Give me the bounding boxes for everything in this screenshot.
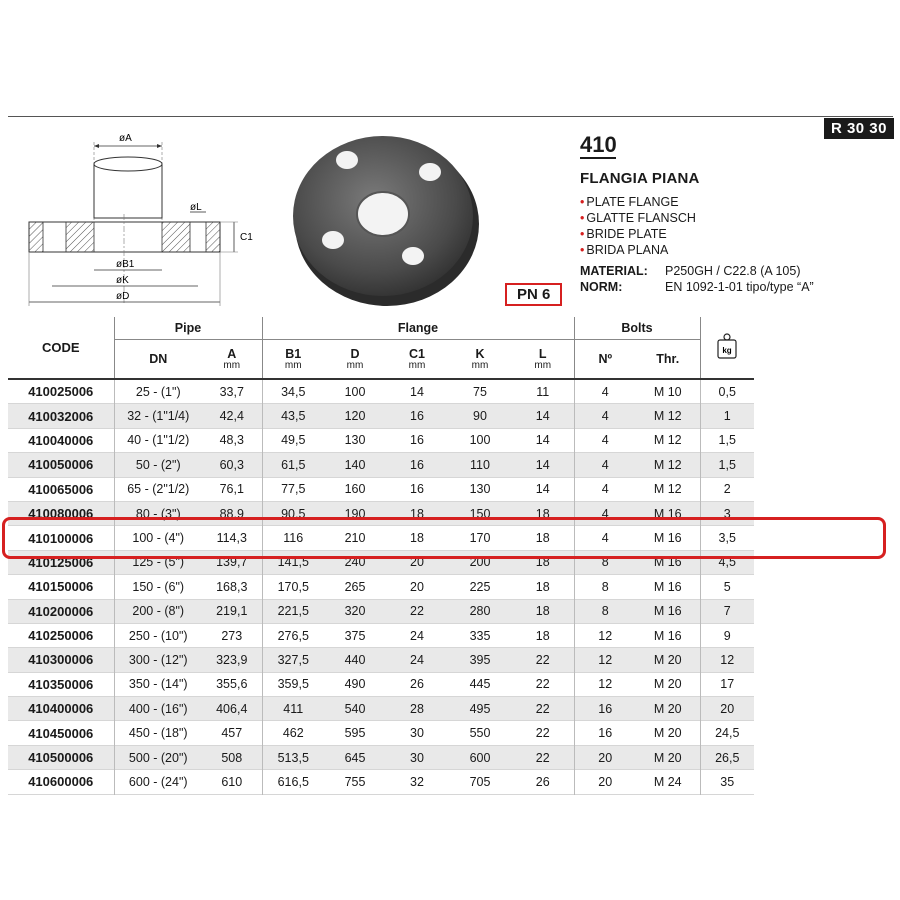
table-cell: 60,3 bbox=[202, 453, 262, 477]
table-cell: 323,9 bbox=[202, 648, 262, 672]
table-cell: 355,6 bbox=[202, 672, 262, 696]
table-cell: 20 bbox=[574, 745, 636, 769]
table-cell: 595 bbox=[324, 721, 386, 745]
weight-kg-icon bbox=[716, 332, 738, 360]
column-header-bolt-number: Nº bbox=[574, 340, 636, 380]
column-header-k: K mm bbox=[448, 340, 512, 380]
table-cell: M 16 bbox=[636, 550, 700, 574]
table-cell: 400 - (16") bbox=[114, 697, 202, 721]
table-cell: 276,5 bbox=[262, 623, 324, 647]
product-code-underline bbox=[580, 157, 616, 159]
label-l: øL bbox=[190, 202, 202, 213]
table-cell: 4 bbox=[574, 453, 636, 477]
table-cell: 100 - (4") bbox=[114, 526, 202, 550]
table-cell: M 20 bbox=[636, 672, 700, 696]
product-name-item: • BRIDE PLATE bbox=[580, 227, 667, 241]
group-header-bolts: Bolts bbox=[574, 317, 700, 340]
table-cell: 18 bbox=[386, 501, 448, 525]
table-cell: 150 - (6") bbox=[114, 575, 202, 599]
flange-product-image bbox=[285, 128, 485, 308]
table-cell: 22 bbox=[512, 648, 574, 672]
table-cell: 42,4 bbox=[202, 404, 262, 428]
table-cell: 22 bbox=[512, 697, 574, 721]
table-cell: 14 bbox=[512, 453, 574, 477]
table-cell: 280 bbox=[448, 599, 512, 623]
table-cell: 240 bbox=[324, 550, 386, 574]
product-names-list bbox=[580, 194, 696, 258]
table-row bbox=[8, 648, 754, 672]
table-cell: 116 bbox=[262, 526, 324, 550]
table-cell: 35 bbox=[700, 770, 754, 794]
table-cell: 0,5 bbox=[700, 379, 754, 404]
table-cell: 18 bbox=[386, 526, 448, 550]
product-name-item: • PLATE FLANGE bbox=[580, 195, 679, 209]
table-cell: 24 bbox=[386, 648, 448, 672]
table-cell: 5 bbox=[700, 575, 754, 599]
table-cell: 16 bbox=[386, 404, 448, 428]
table-row bbox=[8, 623, 754, 647]
table-cell: 300 - (12") bbox=[114, 648, 202, 672]
header-rule bbox=[8, 116, 893, 117]
table-cell: M 16 bbox=[636, 575, 700, 599]
row-code-cell: 410600006 bbox=[8, 770, 114, 794]
table-cell: 24 bbox=[386, 623, 448, 647]
product-specs bbox=[580, 263, 814, 295]
table-cell: M 24 bbox=[636, 770, 700, 794]
table-cell: 120 bbox=[324, 404, 386, 428]
table-cell: 540 bbox=[324, 697, 386, 721]
table-cell: 24,5 bbox=[700, 721, 754, 745]
table-cell: 4 bbox=[574, 501, 636, 525]
table-cell: 359,5 bbox=[262, 672, 324, 696]
table-cell: 513,5 bbox=[262, 745, 324, 769]
table-cell: 26 bbox=[512, 770, 574, 794]
row-code-cell: 410200006 bbox=[8, 599, 114, 623]
table-cell: 20 bbox=[700, 697, 754, 721]
table-cell: 25 - (1") bbox=[114, 379, 202, 404]
table-cell: 495 bbox=[448, 697, 512, 721]
table-cell: 18 bbox=[512, 575, 574, 599]
column-header-l: L mm bbox=[512, 340, 574, 380]
table-cell: 12 bbox=[574, 648, 636, 672]
table-cell: 170,5 bbox=[262, 575, 324, 599]
table-cell: M 20 bbox=[636, 697, 700, 721]
table-row bbox=[8, 721, 754, 745]
row-code-cell: 410025006 bbox=[8, 379, 114, 404]
row-code-cell: 410500006 bbox=[8, 745, 114, 769]
table-cell: 168,3 bbox=[202, 575, 262, 599]
table-cell: 8 bbox=[574, 599, 636, 623]
table-cell: 88,9 bbox=[202, 501, 262, 525]
column-header-b1: B1 mm bbox=[262, 340, 324, 380]
table-cell: 141,5 bbox=[262, 550, 324, 574]
table-cell: 375 bbox=[324, 623, 386, 647]
table-row bbox=[8, 477, 754, 501]
table-cell: 8 bbox=[574, 575, 636, 599]
table-cell: 600 bbox=[448, 745, 512, 769]
column-header-code: CODE bbox=[8, 317, 114, 379]
table-cell: 170 bbox=[448, 526, 512, 550]
table-cell: 12 bbox=[574, 672, 636, 696]
product-name-italian: FLANGIA PIANA bbox=[580, 170, 700, 187]
table-cell: 110 bbox=[448, 453, 512, 477]
table-cell: 90 bbox=[448, 404, 512, 428]
table-cell: 4 bbox=[574, 526, 636, 550]
product-name-item: • BRIDA PLANA bbox=[580, 243, 669, 257]
table-row bbox=[8, 697, 754, 721]
table-cell: 190 bbox=[324, 501, 386, 525]
table-cell: 30 bbox=[386, 745, 448, 769]
table-cell: 139,7 bbox=[202, 550, 262, 574]
table-cell: 490 bbox=[324, 672, 386, 696]
table-row bbox=[8, 453, 754, 477]
table-cell: 616,5 bbox=[262, 770, 324, 794]
table-cell: 320 bbox=[324, 599, 386, 623]
table-cell: 4 bbox=[574, 428, 636, 452]
row-code-cell: 410125006 bbox=[8, 550, 114, 574]
flange-section-diagram bbox=[24, 128, 274, 313]
table-row bbox=[8, 501, 754, 525]
row-code-cell: 410040006 bbox=[8, 428, 114, 452]
table-cell: 12 bbox=[700, 648, 754, 672]
table-cell: 645 bbox=[324, 745, 386, 769]
table-cell: 18 bbox=[512, 623, 574, 647]
row-code-cell: 410032006 bbox=[8, 404, 114, 428]
table-cell: 265 bbox=[324, 575, 386, 599]
table-cell: 450 - (18") bbox=[114, 721, 202, 745]
table-cell: 4 bbox=[574, 477, 636, 501]
table-cell: 12 bbox=[574, 623, 636, 647]
table-row bbox=[8, 672, 754, 696]
table-cell: 22 bbox=[512, 721, 574, 745]
table-cell: M 20 bbox=[636, 745, 700, 769]
row-code-cell: 410050006 bbox=[8, 453, 114, 477]
table-cell: M 12 bbox=[636, 404, 700, 428]
table-cell: 14 bbox=[386, 379, 448, 404]
table-cell: 34,5 bbox=[262, 379, 324, 404]
table-cell: 250 - (10") bbox=[114, 623, 202, 647]
table-cell: 462 bbox=[262, 721, 324, 745]
row-code-cell: 410080006 bbox=[8, 501, 114, 525]
column-header-a: A mm bbox=[202, 340, 262, 380]
table-cell: 22 bbox=[386, 599, 448, 623]
row-code-cell: 410350006 bbox=[8, 672, 114, 696]
label-k: øK bbox=[116, 275, 129, 286]
table-cell: 221,5 bbox=[262, 599, 324, 623]
table-cell: 200 - (8") bbox=[114, 599, 202, 623]
table-cell: 225 bbox=[448, 575, 512, 599]
table-cell: M 16 bbox=[636, 526, 700, 550]
table-cell: 445 bbox=[448, 672, 512, 696]
table-cell: M 20 bbox=[636, 721, 700, 745]
row-code-cell: 410150006 bbox=[8, 575, 114, 599]
dimensions-table bbox=[8, 317, 754, 795]
row-code-cell: 410065006 bbox=[8, 477, 114, 501]
table-cell: 395 bbox=[448, 648, 512, 672]
label-c1: C1 bbox=[240, 232, 253, 243]
table-cell: 1 bbox=[700, 404, 754, 428]
table-cell: M 16 bbox=[636, 599, 700, 623]
table-row bbox=[8, 404, 754, 428]
svg-text:kg: kg bbox=[722, 346, 732, 355]
material-spec: MATERIAL: P250GH / C22.8 (A 105) bbox=[580, 264, 801, 278]
table-row bbox=[8, 526, 754, 550]
table-cell: M 16 bbox=[636, 623, 700, 647]
table-cell: 50 - (2") bbox=[114, 453, 202, 477]
table-cell: 130 bbox=[324, 428, 386, 452]
table-cell: 4 bbox=[574, 404, 636, 428]
table-cell: 65 - (2"1/2) bbox=[114, 477, 202, 501]
table-cell: 49,5 bbox=[262, 428, 324, 452]
table-cell: 335 bbox=[448, 623, 512, 647]
group-header-pipe: Pipe bbox=[114, 317, 262, 340]
table-cell: 76,1 bbox=[202, 477, 262, 501]
row-code-cell: 410100006 bbox=[8, 526, 114, 550]
table-cell: 32 - (1"1/4) bbox=[114, 404, 202, 428]
table-cell: 14 bbox=[512, 428, 574, 452]
table-cell: 18 bbox=[512, 501, 574, 525]
table-cell: 26 bbox=[386, 672, 448, 696]
product-code: 410 bbox=[580, 132, 617, 157]
row-code-cell: 410300006 bbox=[8, 648, 114, 672]
table-cell: 20 bbox=[386, 550, 448, 574]
table-cell: 610 bbox=[202, 770, 262, 794]
table-cell: 28 bbox=[386, 697, 448, 721]
table-cell: 140 bbox=[324, 453, 386, 477]
table-cell: 16 bbox=[574, 697, 636, 721]
table-cell: 100 bbox=[448, 428, 512, 452]
table-cell: 114,3 bbox=[202, 526, 262, 550]
table-cell: 43,5 bbox=[262, 404, 324, 428]
group-header-flange: Flange bbox=[262, 317, 574, 340]
table-cell: 406,4 bbox=[202, 697, 262, 721]
table-cell: M 12 bbox=[636, 477, 700, 501]
table-cell: 350 - (14") bbox=[114, 672, 202, 696]
table-cell: 22 bbox=[512, 745, 574, 769]
table-cell: 8 bbox=[574, 550, 636, 574]
table-row bbox=[8, 575, 754, 599]
row-code-cell: 410400006 bbox=[8, 697, 114, 721]
table-cell: 40 - (1"1/2) bbox=[114, 428, 202, 452]
label-a: øA bbox=[119, 133, 132, 144]
table-cell: 273 bbox=[202, 623, 262, 647]
table-cell: 61,5 bbox=[262, 453, 324, 477]
table-cell: 4,5 bbox=[700, 550, 754, 574]
table-row bbox=[8, 599, 754, 623]
table-cell: 200 bbox=[448, 550, 512, 574]
column-header-d: D mm bbox=[324, 340, 386, 380]
table-cell: 600 - (24") bbox=[114, 770, 202, 794]
table-cell: 20 bbox=[574, 770, 636, 794]
table-cell: M 12 bbox=[636, 428, 700, 452]
column-header-dn: DN bbox=[114, 340, 202, 380]
row-code-cell: 410450006 bbox=[8, 721, 114, 745]
table-cell: 160 bbox=[324, 477, 386, 501]
table-cell: 130 bbox=[448, 477, 512, 501]
table-cell: 20 bbox=[386, 575, 448, 599]
table-cell: 327,5 bbox=[262, 648, 324, 672]
table-cell: 16 bbox=[386, 428, 448, 452]
table-cell: 9 bbox=[700, 623, 754, 647]
table-cell: 219,1 bbox=[202, 599, 262, 623]
table-cell: 457 bbox=[202, 721, 262, 745]
table-cell: 411 bbox=[262, 697, 324, 721]
table-cell: 14 bbox=[512, 477, 574, 501]
table-cell: 150 bbox=[448, 501, 512, 525]
table-cell: 705 bbox=[448, 770, 512, 794]
table-cell: 14 bbox=[512, 404, 574, 428]
table-cell: 7 bbox=[700, 599, 754, 623]
table-cell: 77,5 bbox=[262, 477, 324, 501]
table-cell: M 16 bbox=[636, 501, 700, 525]
table-cell: 48,3 bbox=[202, 428, 262, 452]
table-cell: 3,5 bbox=[700, 526, 754, 550]
table-cell: 100 bbox=[324, 379, 386, 404]
table-cell: 30 bbox=[386, 721, 448, 745]
table-cell: 18 bbox=[512, 599, 574, 623]
table-cell: 26,5 bbox=[700, 745, 754, 769]
table-cell: 75 bbox=[448, 379, 512, 404]
table-cell: 80 - (3") bbox=[114, 501, 202, 525]
table-cell: 440 bbox=[324, 648, 386, 672]
table-row bbox=[8, 770, 754, 794]
label-b1: øB1 bbox=[116, 259, 135, 270]
table-cell: 22 bbox=[512, 672, 574, 696]
table-row bbox=[8, 428, 754, 452]
norm-spec: NORM: EN 1092-1-01 tipo/type “A” bbox=[580, 280, 814, 294]
table-cell: 18 bbox=[512, 526, 574, 550]
table-cell: 16 bbox=[386, 453, 448, 477]
table-cell: 11 bbox=[512, 379, 574, 404]
table-row bbox=[8, 379, 754, 404]
label-d: øD bbox=[116, 291, 130, 302]
table-cell: 125 - (5") bbox=[114, 550, 202, 574]
table-row bbox=[8, 550, 754, 574]
table-cell: 550 bbox=[448, 721, 512, 745]
column-header-weight bbox=[700, 317, 754, 379]
table-cell: 1,5 bbox=[700, 453, 754, 477]
pressure-rating-badge: PN 6 bbox=[505, 283, 562, 306]
column-header-c1: C1 mm bbox=[386, 340, 448, 380]
table-cell: 33,7 bbox=[202, 379, 262, 404]
table-cell: 18 bbox=[512, 550, 574, 574]
table-cell: 16 bbox=[574, 721, 636, 745]
table-cell: 4 bbox=[574, 379, 636, 404]
row-code-cell: 410250006 bbox=[8, 623, 114, 647]
table-cell: 17 bbox=[700, 672, 754, 696]
table-cell: 32 bbox=[386, 770, 448, 794]
table-cell: 2 bbox=[700, 477, 754, 501]
product-name-item: • GLATTE FLANSCH bbox=[580, 211, 696, 225]
column-header-thread: Thr. bbox=[636, 340, 700, 380]
table-row bbox=[8, 745, 754, 769]
table-cell: 1,5 bbox=[700, 428, 754, 452]
table-cell: 755 bbox=[324, 770, 386, 794]
table-cell: M 10 bbox=[636, 379, 700, 404]
reference-tag: R 30 30 bbox=[824, 118, 894, 139]
table-cell: 16 bbox=[386, 477, 448, 501]
table-cell: M 20 bbox=[636, 648, 700, 672]
table-cell: 500 - (20") bbox=[114, 745, 202, 769]
table-cell: 210 bbox=[324, 526, 386, 550]
table-cell: 3 bbox=[700, 501, 754, 525]
table-cell: 90,5 bbox=[262, 501, 324, 525]
table-cell: M 12 bbox=[636, 453, 700, 477]
table-cell: 508 bbox=[202, 745, 262, 769]
